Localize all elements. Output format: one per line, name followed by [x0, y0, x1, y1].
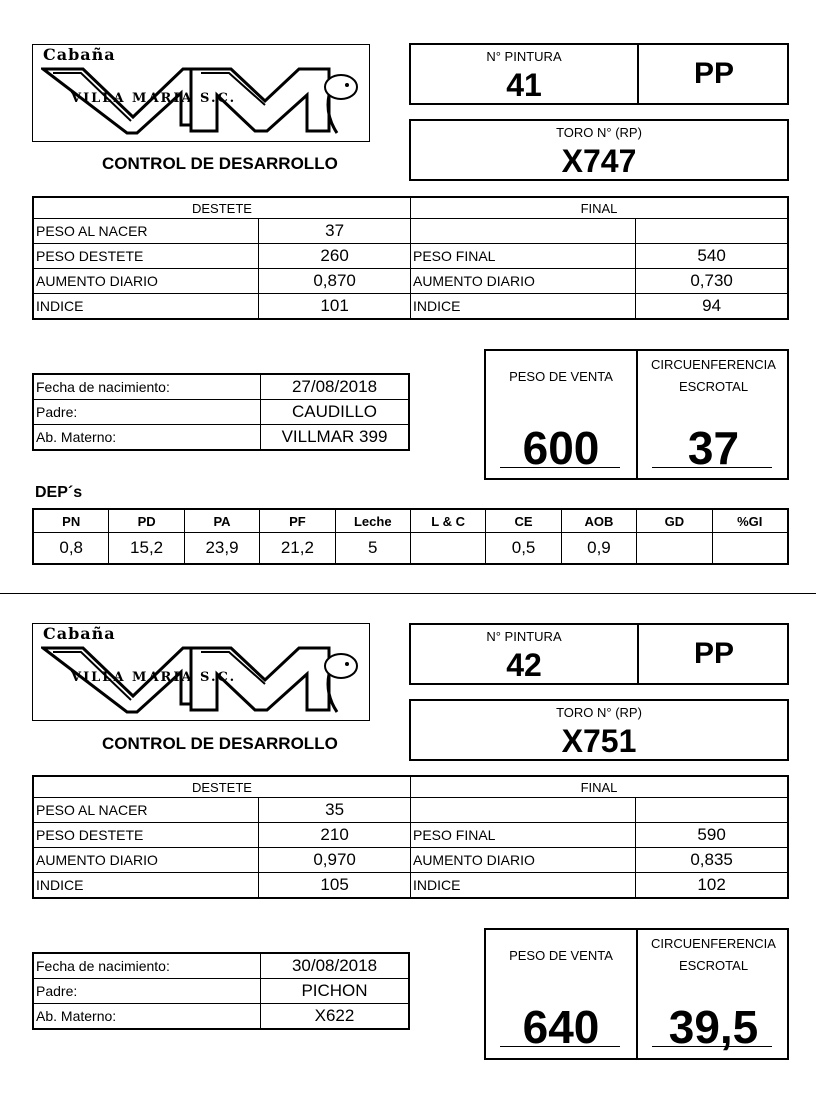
dep-value: 0,8 [33, 533, 109, 565]
logo-cabana-text: Cabaña [43, 45, 116, 64]
toro-number: X751 [561, 723, 637, 759]
peso-nacer-label: PESO AL NACER [33, 219, 259, 244]
info-table [32, 373, 410, 451]
pintura-number: 42 [506, 647, 542, 683]
padre-value: PICHON [261, 979, 410, 1004]
peso-venta-label: PESO DE VENTA [509, 948, 613, 963]
materno-label: Ab. Materno: [33, 1004, 261, 1030]
logo-brand-text: VILLA MARIA S.C. [71, 91, 237, 106]
fecha-value: 30/08/2018 [261, 953, 410, 979]
table-row [33, 1004, 409, 1030]
indice-destete-label: INDICE [33, 873, 259, 899]
peso-nacer-value: 35 [259, 798, 411, 823]
materno-value: X622 [261, 1004, 410, 1030]
table-row [33, 979, 409, 1004]
table-row [33, 798, 788, 823]
indice-final-label: INDICE [410, 294, 635, 320]
page-title: CONTROL DE DESARROLLO [102, 154, 338, 173]
circunferencia-value: 39,5 [668, 1001, 759, 1053]
padre-label: Padre: [33, 400, 261, 425]
aumento-final-value: 0,730 [636, 269, 788, 294]
destete-header: DESTETE [33, 197, 410, 219]
dep-header: %GI [712, 509, 788, 533]
indice-destete-value: 101 [259, 294, 411, 320]
dep-header: L & C [410, 509, 485, 533]
toro-label: TORO N° (RP) [556, 705, 642, 720]
materno-value: VILLMAR 399 [261, 425, 410, 451]
peso-destete-label: PESO DESTETE [33, 244, 259, 269]
dep-header: PF [260, 509, 335, 533]
desarrollo-table [32, 775, 789, 899]
aumento-final-value: 0,835 [636, 848, 788, 873]
circunferencia-value: 37 [687, 422, 740, 474]
card-divider [0, 593, 816, 594]
peso-destete-label: PESO DESTETE [33, 823, 259, 848]
venta-box [484, 349, 789, 480]
logo-brand-text: VILLA MARIA S.C. [71, 670, 237, 685]
peso-venta-value: 640 [522, 1001, 600, 1053]
table-row [33, 873, 788, 899]
dep-value: 21,2 [260, 533, 335, 565]
pintura-box [409, 623, 789, 685]
aumento-destete-label: AUMENTO DIARIO [33, 848, 259, 873]
dep-value: 15,2 [109, 533, 184, 565]
dep-header: PD [109, 509, 184, 533]
indice-final-value: 94 [636, 294, 788, 320]
table-row [33, 953, 409, 979]
dep-value: 5 [335, 533, 410, 565]
info-table [32, 952, 410, 1030]
dep-header: AOB [561, 509, 636, 533]
table-row [33, 533, 788, 565]
dep-value: 0,9 [561, 533, 636, 565]
final-header: FINAL [410, 197, 788, 219]
peso-destete-value: 210 [259, 823, 411, 848]
circunferencia-label-1: CIRCUENFERENCIA [651, 357, 776, 372]
peso-final-label: PESO FINAL [410, 823, 635, 848]
dep-value [637, 533, 712, 565]
toro-box [409, 119, 789, 181]
cabana-logo [32, 623, 370, 721]
destete-header: DESTETE [33, 776, 410, 798]
peso-venta-value: 600 [522, 422, 600, 474]
aumento-destete-value: 0,970 [259, 848, 411, 873]
table-row [33, 400, 409, 425]
aumento-final-label: AUMENTO DIARIO [410, 848, 635, 873]
pintura-label: N° PINTURA [486, 49, 562, 64]
table-row [33, 823, 788, 848]
aumento-destete-value: 0,870 [259, 269, 411, 294]
toro-number: X747 [561, 143, 637, 179]
indice-destete-label: INDICE [33, 294, 259, 320]
peso-nacer-label: PESO AL NACER [33, 798, 259, 823]
page-title: CONTROL DE DESARROLLO [102, 734, 338, 753]
pintura-number: 41 [506, 67, 542, 103]
fecha-label: Fecha de nacimiento: [33, 374, 261, 400]
materno-label: Ab. Materno: [33, 425, 261, 451]
peso-final-label: PESO FINAL [410, 244, 635, 269]
padre-label: Padre: [33, 979, 261, 1004]
peso-final-value: 590 [636, 823, 788, 848]
indice-final-label: INDICE [410, 873, 635, 899]
fecha-label: Fecha de nacimiento: [33, 953, 261, 979]
peso-destete-value: 260 [259, 244, 411, 269]
toro-box [409, 699, 789, 761]
dep-value: 0,5 [486, 533, 561, 565]
pintura-box [409, 43, 789, 105]
table-row [33, 509, 788, 533]
padre-value: CAUDILLO [261, 400, 410, 425]
raza-value: PP [693, 637, 735, 670]
fecha-value: 27/08/2018 [261, 374, 410, 400]
dep-value: 23,9 [184, 533, 259, 565]
table-row [33, 425, 409, 451]
peso-final-value: 540 [636, 244, 788, 269]
table-row [33, 848, 788, 873]
table-row [33, 269, 788, 294]
dep-value [712, 533, 788, 565]
indice-final-value: 102 [636, 873, 788, 899]
desarrollo-table [32, 196, 789, 320]
pintura-label: N° PINTURA [486, 629, 562, 644]
table-row [33, 294, 788, 320]
venta-box [484, 928, 789, 1060]
table-row [33, 219, 788, 244]
peso-venta-label: PESO DE VENTA [509, 369, 613, 384]
table-row [33, 244, 788, 269]
final-header: FINAL [410, 776, 788, 798]
logo-cabana-text: Cabaña [43, 624, 116, 643]
peso-nacer-value: 37 [259, 219, 411, 244]
deps-table [32, 508, 789, 565]
dep-header: Leche [335, 509, 410, 533]
dep-value [410, 533, 485, 565]
circunferencia-label-2: ESCROTAL [678, 379, 749, 394]
table-row [33, 374, 409, 400]
dep-header: CE [486, 509, 561, 533]
toro-label: TORO N° (RP) [556, 125, 642, 140]
dep-header: GD [637, 509, 712, 533]
circunferencia-label-1: CIRCUENFERENCIA [651, 936, 776, 951]
dep-header: PN [33, 509, 109, 533]
cabana-logo [32, 44, 370, 142]
deps-title: DEP´s [35, 484, 83, 501]
aumento-final-label: AUMENTO DIARIO [410, 269, 635, 294]
circunferencia-label-2: ESCROTAL [678, 958, 749, 973]
indice-destete-value: 105 [259, 873, 411, 899]
raza-value: PP [693, 57, 735, 90]
aumento-destete-label: AUMENTO DIARIO [33, 269, 259, 294]
dep-header: PA [184, 509, 259, 533]
